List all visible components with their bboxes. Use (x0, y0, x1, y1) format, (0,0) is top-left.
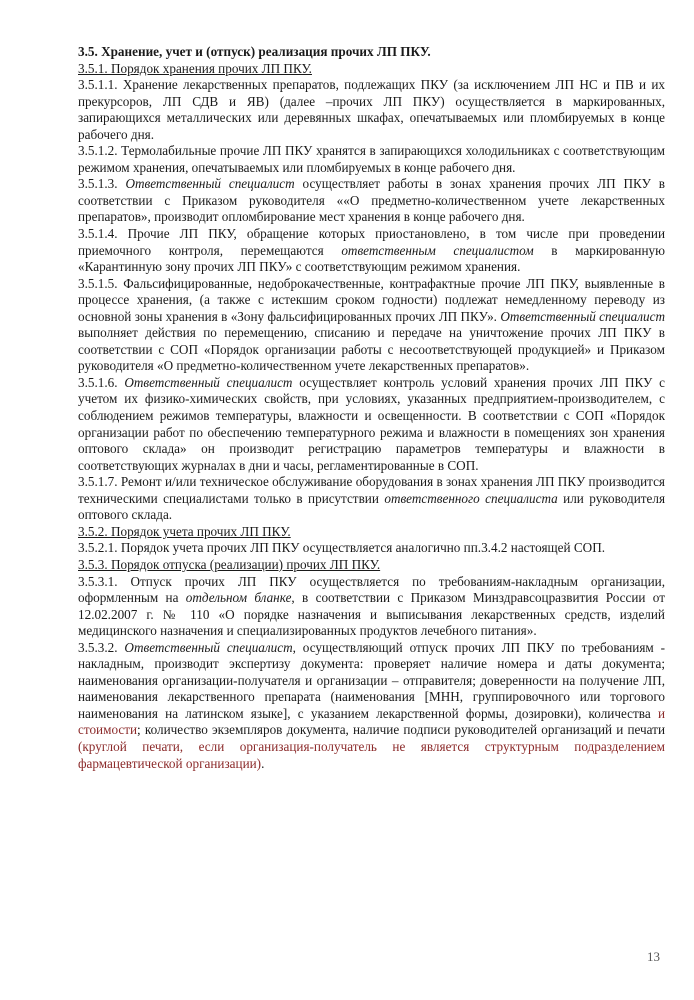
italic-term: Ответственный специалист (500, 308, 665, 324)
subsection-accounting-title: 3.5.2. Порядок учета прочих ЛП ПКУ. (78, 523, 291, 539)
highlighted-text: (круглой печати, если организация-получатель не является структурным подразделением фармацевтической организации) (78, 738, 665, 771)
paragraph-text: 3.5.1.7. Ремонт и/или техническое обслуживание оборудования в зонах хранения ЛП ПКУ производится техническими специалистами только в присутствии (78, 474, 665, 506)
paragraph-3-5-1-5 (78, 276, 665, 375)
document-body (78, 44, 665, 772)
paragraph-3-5-1-2: 3.5.1.2. Термолабильные прочие ЛП ПКУ хранятся в запирающихся холодильниках с соответствующим режимом хранения, опечатываемых или пломбируемых в конце рабочего дня. (78, 143, 665, 175)
italic-term: ответственного специалиста (384, 490, 558, 506)
italic-term: отдельном бланке (185, 590, 292, 606)
subsection-storage-title: 3.5.1. Порядок хранения прочих ЛП ПКУ. (78, 60, 312, 76)
section-heading: 3.5. Хранение, учет и (отпуск) реализация прочих ЛП ПКУ. (78, 44, 431, 59)
paragraph-text: 3.5.1.4. Прочие ЛП ПКУ, обращение которых приостановлено, в том числе при проведении приемочного контроля, перемещаются (78, 226, 665, 258)
page-number: 13 (647, 949, 660, 964)
italic-term: Ответственный специалист (124, 374, 293, 390)
italic-term: Ответственный специалист (125, 176, 295, 192)
paragraph-3-5-1-1: 3.5.1.1. Хранение лекарственных препаратов, подлежащих ПКУ (за исключением ЛП НС и ПВ и их прекурсоров, ЛП СДВ и ЯВ) (далее –прочих ЛП ПКУ) осуществляется в маркированных, запирающихся металлических или деревянных шкафах, опечатываемых или пломбируемых в конце рабочего дня. (78, 77, 665, 142)
paragraph-3-5-1-3 (78, 176, 665, 226)
paragraph-text: осуществляет контроль условий хранения прочих ЛП ПКУ с учетом их физико-химических свойств, при условиях, указанных предприятием-производителем, с соблюдением режимов температуры, влажности и освещенности. В соответствии с СОП «Порядок организации работ по обеспечению температурного режима и влажности в помещениях зон хранения оптового склада» он производит регистрацию параметров температуры и влажности в соответствующих журналах в дни и часы, регламентированные в СОП. (78, 374, 666, 473)
paragraph-text: 3.5.1.5. Фальсифицированные, недоброкачественные, контрафактные прочие ЛП ПКУ, выявленные в процессе хранения, (а также с истекшим сроком годности) подлежат немедленному переводу из основной зоны хранения в «Зону фальсифицированных прочих ЛП ПКУ». (78, 275, 665, 324)
paragraph-text: 3.5.1.3. (78, 176, 126, 192)
paragraph-3-5-2-1: 3.5.2.1. Порядок учета прочих ЛП ПКУ осуществляется аналогично пп.3.4.2 настоящей СОП. (78, 540, 606, 556)
paragraph-text: 3.5.1.6. (78, 374, 125, 390)
italic-term: ответственным специалистом (341, 242, 534, 258)
paragraph-3-5-3-1 (78, 574, 665, 640)
paragraph-text: в маркированную «Карантинную зону прочих ЛП ПКУ» с соответствующим режимом хранения. (78, 242, 665, 275)
paragraph-text: 3.5.3.2. (78, 639, 125, 655)
italic-term: Ответственный специалист (124, 639, 293, 655)
paragraph-text: выполняет действия по перемещению, списанию и передаче на уничтожение прочих ЛП ПКУ в соответствии с СОП «Порядок организации работы с несоответствующей продукцией» и Приказом руководителя «О предметно-количественном учете лекарственных препаратов». (78, 325, 665, 374)
paragraph-text: осуществляет работы в зонах хранения прочих ЛП ПКУ в соответствии с Приказом руководителя ««О предметно-количественном учете лекарственных препаратов», производит опломбирование мест хранения в конце рабочего дня. (78, 176, 666, 225)
paragraph-text: , в соответствии с Приказом Минздравсоцразвития России от 12.02.2007 г. № 110 «О порядке назначения и выписывания лекарственных средств, изделий медицинского назначения и специализированных продуктов лечебного питания». (78, 590, 665, 639)
paragraph-3-5-1-6 (78, 375, 665, 474)
paragraph-text: . (261, 755, 265, 771)
paragraph-text: ; количество экземпляров документа, наличие подписи руководителей организаций и печати (137, 722, 665, 738)
paragraph-3-5-3-2 (78, 640, 665, 772)
highlighted-text: и стоимости (78, 705, 665, 738)
paragraph-3-5-1-4 (78, 226, 665, 276)
paragraph-text: или руководителя оптового склада. (78, 490, 666, 523)
paragraph-3-5-1-7 (78, 474, 665, 524)
paragraph-text: 3.5.3.1. Отпуск прочих ЛП ПКУ осуществляется по требованиям-накладным организации, оформленным на (78, 573, 665, 606)
subsection-dispensing-title: 3.5.3. Порядок отпуска (реализации) прочих ЛП ПКУ. (78, 556, 381, 572)
paragraph-text: , осуществляющий отпуск прочих ЛП ПКУ по требованиям - накладным, производит экспертизу документа: проверяет наличие номера и даты документа; наименования организации-получателя и организации – отправителя; доверенности на получение ЛП, наименования лекарственного препарата (наименования [МНН, группировочного или торгового наименования на латинском языке], с указанием лекарственной формы, дозировки), количества (78, 639, 666, 721)
